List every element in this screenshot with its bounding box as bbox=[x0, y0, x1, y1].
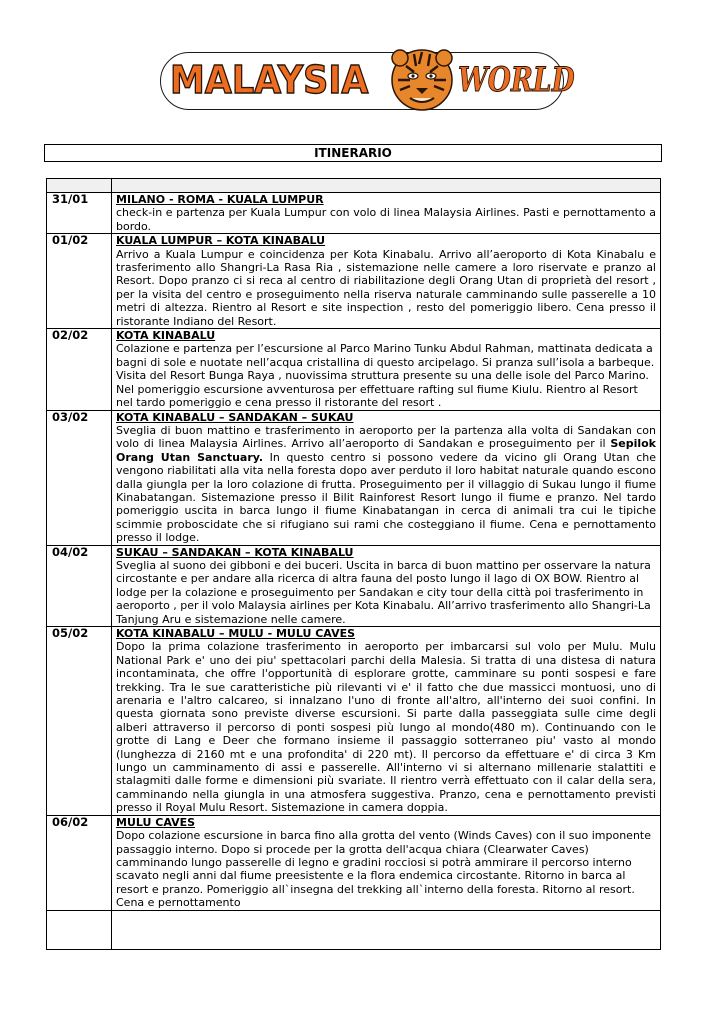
day-text-highlight: Sepilok Orang Utan Sanctuary. bbox=[116, 437, 656, 464]
table-row bbox=[47, 234, 661, 329]
day-heading: KOTA KINABALU – MULU - MULU CAVES bbox=[116, 627, 356, 640]
day-date: 31/01 bbox=[47, 193, 112, 234]
day-date: 05/02 bbox=[47, 627, 112, 816]
day-text: check-in e partenza per Kuala Lumpur con volo di linea Malaysia Airlines. Pasti e pernottamento a bordo. bbox=[116, 206, 656, 233]
table-row bbox=[47, 545, 661, 626]
day-text: Dopo la prima colazione trasferimento in aeroporto per imbarcarsi sul volo per Mulu. Mulu National Park e' uno dei piu' spettacolari parchi della Malesia. Si tratta di una distesa di natura incontaminata, che offre l'opportunità di esplorare grotte, camminare su ponti sospesi e fare trekking. Tra le sue caratteristiche più rilevanti vi e' il fatto che due massicci montuosi, uno di arenaria e l'altro calcareo, si innalzano l'uno di fronte all'altro, all'interno dei suoi confini. In questa giornata sono previste diverse escursioni. Si parte dalla passeggiata sulle cime degli alberi attraverso il percorso di ponti sospesi più lungo al mondo(480 m). Continuando con le grotte di Lang e Deer che formano insieme il passaggio sotterraneo piu' vasto al mondo (lunghezza di 2160 mt e una profondita' di 220 mt). Il percorso da effettuare e' di circa 3 Km lungo un camminamento di assi e passerelle. All'interno vi si alternano millenarie stalattiti e stalagmiti dalle forme e dimensioni più svariate. Il rientro verrà effettuato con il calar della sera, camminando nella giungla in una atmosfera suggestiva. Pranzo, cena e pernottamento previsti presso il Royal Mulu Resort. Sistemazione in camera doppia. bbox=[116, 640, 656, 815]
day-date: 01/02 bbox=[47, 234, 112, 329]
day-content bbox=[112, 815, 661, 910]
table-row bbox=[47, 815, 661, 910]
day-heading: MULU CAVES bbox=[116, 815, 196, 829]
logo-word-world: WORLD bbox=[458, 60, 575, 100]
day-heading: KOTA KINABALU bbox=[116, 329, 216, 343]
day-text: Arrivo a Kuala Lumpur e coincidenza per Kota Kinabalu. Arrivo all’aeroporto di Kota Kinabalu e trasferimento allo Shangri-La Rasa Ria , sistemazione nelle camere a loro riservate e pranzo al Resort. Dopo pranzo ci si reca al centro di riabilitazione degli Orang Utan di proprietà del resort , per la visita del centro e proseguimento nella riserva naturale camminando sulle passerelle a 10 metri di altezza. Rientro al Resort e site inspection , resto del pomeriggio libero. Cena presso il ristorante Indiano del Resort. bbox=[116, 247, 656, 328]
header-cell-text bbox=[112, 179, 661, 193]
day-heading: KUALA LUMPUR – KOTA KINABALU bbox=[116, 234, 326, 248]
day-text-part-b: In questo centro si possono vedere da vicino gli Orang Utan che vengono riabilitati alla vita nella foresta dopo aver perduto il loro habitat naturale quando escono dalla giungla per la loro colazione di frutta. Proseguimento per il villaggio di Sukau lungo il fiume Kinabatangan. Sistemazione presso il Bilit Rainforest Resort lungo il fiume e pranzo. Nel tardo pomeriggio uscita in barca lungo il fiume Kinabatangan in cerca di animali tra cui le tipiche scimmie proboscidate che si rifugiano sui rami che costeggiano il fiume. Cena e pernottamento presso il lodge. bbox=[116, 450, 656, 545]
day-text: Colazione e partenza per l’escursione al Parco Marino Tunku Abdul Rahman, mattinata dedicata a bagni di sole e nuotate nell’acqua cristallina di questo arcipelago. Si pranza sull’isola a barbeque. Visita del Resort Bunga Raya , nuovissima struttura presente su una delle isole del Parco Marino. Nel pomeriggio escursione avventurosa per effettuare rafting sul fiume Kiulu. Rientro al Resort nel tardo pomeriggio e cena presso il ristorante del resort . bbox=[116, 342, 655, 410]
day-text: Sveglia al suono dei gibboni e dei buceri. Uscita in barca di buon mattino per osservare la natura circostante e per andare alla ricerca di altra fauna del posto lungo il lago di OX BOW. Rientro al lodge per la colazione e proseguimento per Sandakan e city tour della città poi trasferimento in aeroporto , per il volo Malaysia airlines per Kota Kinabalu. All’arrivo trasferimento allo Shangri-La Tanjung Aru e sistemazione nelle camere. bbox=[116, 558, 651, 626]
day-content bbox=[112, 234, 661, 329]
malaysia-world-logo bbox=[160, 44, 575, 114]
day-date: 04/02 bbox=[47, 545, 112, 626]
itinerary-title: ITINERARIO bbox=[44, 144, 662, 162]
itinerary-table bbox=[46, 178, 661, 950]
tiger-head-icon bbox=[386, 44, 458, 114]
day-heading: MILANO - ROMA - KUALA LUMPUR bbox=[116, 193, 324, 206]
day-heading: KOTA KINABALU – SANDAKAN – SUKAU bbox=[116, 410, 354, 424]
day-text-part-a: Sveglia di buon mattino e trasferimento in aeroporto per la partenza alla volta di Sandakan con volo di linea Malaysia Airlines. Arrivo all’aeroporto di Sandakan e proseguimento per il bbox=[116, 423, 656, 451]
day-content bbox=[112, 329, 661, 410]
empty-cell-date bbox=[47, 910, 112, 949]
day-date: 03/02 bbox=[47, 410, 112, 545]
day-heading: SUKAU – SANDAKAN – KOTA KINABALU bbox=[116, 545, 354, 559]
day-content bbox=[112, 410, 661, 545]
logo-word-malaysia: MALAYSIA bbox=[170, 58, 369, 102]
table-row bbox=[47, 329, 661, 410]
table-row bbox=[47, 627, 661, 816]
day-content bbox=[112, 545, 661, 626]
table-row-empty bbox=[47, 910, 661, 949]
table-row bbox=[47, 410, 661, 545]
day-date: 06/02 bbox=[47, 815, 112, 910]
empty-cell-text bbox=[112, 910, 661, 949]
day-text: Dopo colazione escursione in barca fino alla grotta del vento (Winds Caves) con il suo imponente passaggio interno. Dopo si procede per la grotta dell'acqua chiara (Clearwater Caves) camminando lungo passerelle di legno e gradini rocciosi si potrà ammirare il percorso interno scavato negli anni dal fiume preesistente e la flora endemica circostante. Ritorno in barca al resort e pranzo. Pomeriggio all`insegna del trekking all`interno della foresta. Ritorno al resort. Cena e pernottamento bbox=[116, 829, 651, 910]
day-content bbox=[112, 627, 661, 816]
day-content bbox=[112, 193, 661, 234]
header-cell-date bbox=[47, 179, 112, 193]
table-header-row bbox=[47, 179, 661, 193]
table-row bbox=[47, 193, 661, 234]
day-date: 02/02 bbox=[47, 329, 112, 410]
